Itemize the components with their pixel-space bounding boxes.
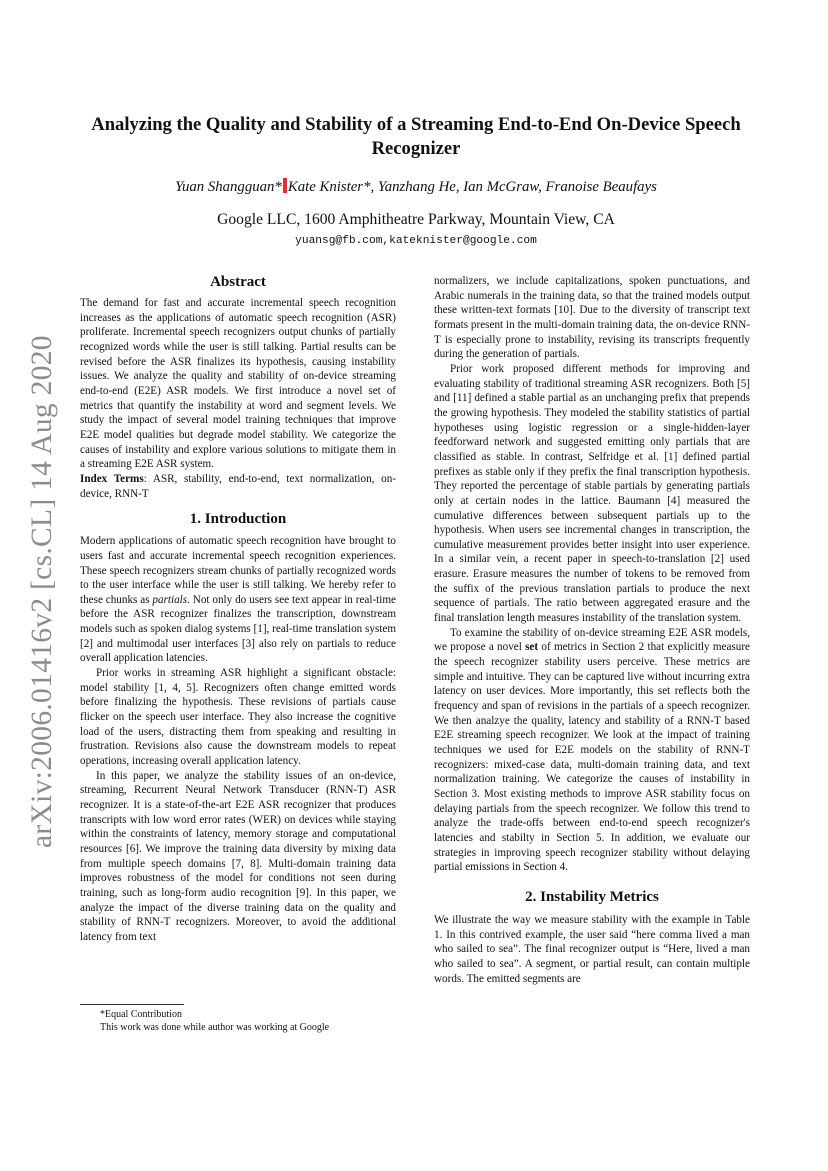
left-column [80,272,396,945]
footnote-work-note: This work was done while author was working at Google [100,1022,330,1033]
index-terms-label: Index Terms [80,472,144,485]
footnote-divider [80,1004,184,1005]
paper-title: Analyzing the Quality and Stability of a Streaming End-to-End On-Device Speech Recognizer [91,114,741,159]
instability-metrics-heading: 2. Instability Metrics [525,888,659,905]
intro-paragraph-4: normalizers, we include capitalizations, spoken punctuations, and Arabic numerals in the training data, so that the trained models output these written-text formats [10]. Due to the diversity of transcript text formats present in the multi-domain training data, the on-device RNN-T is especially prone to instability, revising its transcripts frequently during the generation of partials. [434,275,750,361]
footnotes [80,1008,396,1034]
author-list [86,178,746,196]
introduction-heading: 1. Introduction [189,511,287,528]
intro-paragraph-6 [434,626,750,875]
arxiv-watermark: arXiv:2006.01416v2 [cs.CL] 14 Aug 2020 [26,335,58,848]
set-emphasis: set [525,641,539,654]
affiliation: Google LLC, 1600 Amphitheatre Parkway, Mountain View, CA [217,211,615,228]
intro-paragraph-1 [80,534,396,666]
metrics-paragraph-1: We illustrate the way we measure stability with the example in Table 1. In this contrived example, the user said “here comma lived a man who sailed to sea”. The final recognizer output is “Here, lived a man who sailed to sea”. A segment, or partial result, can contain multiple words. The emitted segments are [434,913,750,985]
partials-emphasis: partials [152,593,188,606]
other-authors: Kate Knister*, Yanzhang He, Ian McGraw, Franoise Beaufays [287,179,657,195]
intro-paragraph-5: Prior work proposed different methods for improving and evaluating stability of traditional streaming ASR recognizers. Both [5] and [11] defined a stable partial as an unchanging prefix that prepends the growing hypothesis. They modeled the stability statistics of partial hypotheses using logistic regression or a single-hidden-layer feedforward network and suggested emitting only partials that are classified as stable. In contrast, Selfridge et al. [1] defined partial prefixes as stable only if they prefix the final transcription hypothesis. They reported the percentage of stable partials by generating partials only at certain nodes in the lattice. Baumann [4] measured the cumulative differences between subsequent partials up to the hypothesis. When users see incremental changes in transcription, the cumulative measurement provides better insight into user experience. In a similar vein, a recent paper in speech-to-translation [2] used erasure. Erasure measures the number of tokens to be removed from the suffix of the previous translation partials to produce the next sequence of partials. The ratio between aggregated erasure and the final translation length measures instability of the translation system. [434,362,750,625]
index-terms-text: : ASR, stability, end-to-end, text normalization, on-device, RNN-T [80,472,396,500]
footnote-link-marker[interactable] [283,178,287,193]
intro-p1-text-b: . Not only do users see text appear in real-time before the ASR recognizer finalizes the transcription, downstream models such as spoken dialog systems [1], real-time translation system [2] and multimodal user interfaces [3] also rely on partials to reduce overall application latencies. [80,593,396,665]
author-emails: yuansg@fb.com,kateknister@google.com [295,235,537,247]
abstract-body: The demand for fast and accurate incremental speech recognition increases as the applications of automatic speech recognition (ASR) proliferate. Incremental speech recognizers output chunks of partially recognized words while the user is still talking. Partial results can be revised before the ASR finalizes its hypothesis, causing instability issues. We analyze the quality and stability of on-device streaming end-to-end (E2E) ASR models. We first introduce a novel set of metrics that quantify the instability at word and segment levels. We study the impact of several model training techniques that improve E2E model qualities but degrade model stability. We categorize the causes of instability and explore various solutions to mitigate them in a streaming E2E ASR system. [80,297,396,471]
intro-p6-text-a: To examine the stability of on-device streaming E2E ASR models, we propose a novel [434,626,750,654]
footnote-equal-contribution: *Equal Contribution [100,1009,182,1020]
intro-p6-text-b: of metrics in Section 2 that explicitly measure the speech recognizer stability users perceive. These metrics are simple and intuitive. They can be captured live without incurring extra latency on user devices. More importantly, this set reflects both the frequency and span of revisions in the partials of a speech recognizer. We then analzye the quality, latency and stability of a RNN-T based E2E streaming speech recognizer. We look at the impact of training techniques we used for E2E models on the stability of RNN-T recognizers: mixed-case data, multi-domain training data, and text normalization training. We categorize the causes of instability in Section 3. Most existing methods to improve ASR stability focus on delaying partials from the speech recognizer. We follow this trend to analyze the trade-offs between end-to-end speech recognizer's latencies and stabilty in Section 5. In addition, we evaluate our strategies in improving speech recognizer stability without delaying partial emissions in Section 4. [434,641,750,874]
abstract-heading: Abstract [210,274,266,290]
intro-paragraph-2: Prior works in streaming ASR highlight a significant obstacle: model stability [1, 4, 5]. Recognizers often change emitted words before finalizing the hypothesis. These revisions of partials cause flicker on the speech user interface. They also increase the cognitive load of the users, distracting them from speaking and resulting in frustration. Revisions also cause the downstream models to repeat operations, increasing overall application latency. [80,667,396,768]
intro-p1-text-a: Modern applications of automatic speech recognition have brought to users fast and accurate incremental speech recognition experiences. These speech recognizers stream chunks of partially recognized words to the user interface while the user is still talking. We hereby refer to these chunks as [80,535,396,606]
index-terms [80,472,396,501]
right-column [434,274,750,986]
intro-paragraph-3: In this paper, we analyze the stability issues of an on-device, streaming, Recurrent Neural Network Transducer (RNN-T) ASR recognizer. It is a state-of-the-art E2E ASR recognizer that produces transcripts with low word error rates (WER) on devices while staying within the constraints of latency, memory storage and computational resources [6]. We improve the training data diversity by mixing data from multiple speech domains [7, 8]. Multi-domain training data improves robustness of the model for conditions not seen during training, such as long-form audio recognition [9]. In this paper, we analyze the impact of the diverse training data on the quality and stability of RNN-T recognizers. Moreover, to avoid the additional latency from text [80,769,396,943]
first-author: Yuan Shangguan* [175,179,282,195]
